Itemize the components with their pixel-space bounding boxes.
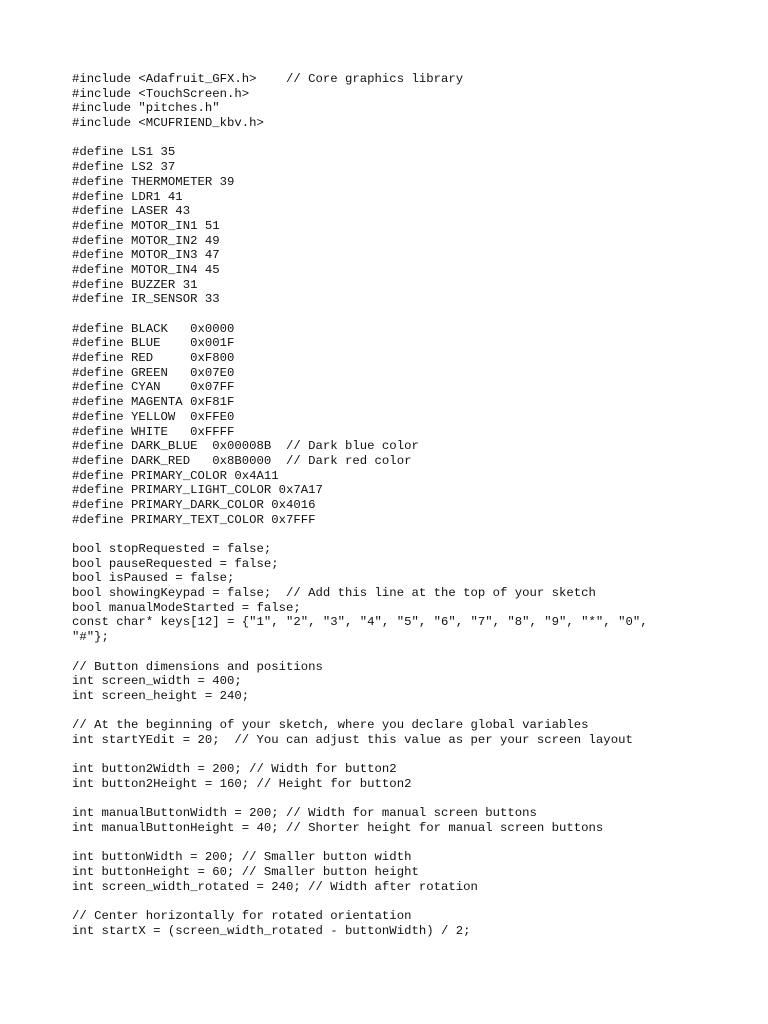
code-line: #define CYAN 0x07FF [72, 380, 235, 395]
code-line: #define LDR1 41 [72, 189, 183, 204]
code-line: #define BLACK 0x0000 [72, 321, 235, 336]
code-line: int manualButtonWidth = 200; // Width for manual screen buttons [72, 806, 537, 821]
code-line: #define MOTOR_IN1 51 [72, 218, 220, 233]
code-line: #define PRIMARY_DARK_COLOR 0x4016 [72, 497, 316, 512]
code-line [72, 704, 712, 719]
code-line: int buttonHeight = 60; // Smaller button height [72, 865, 419, 880]
code-line [72, 131, 712, 146]
code-line [72, 748, 712, 763]
code-line: #define LS1 35 [72, 145, 176, 160]
code-line [72, 527, 712, 542]
code-line: #define MOTOR_IN2 49 [72, 233, 220, 248]
code-line: #include "pitches.h" [72, 101, 220, 116]
code-line: #include <Adafruit_GFX.h> // Core graphics library [72, 72, 464, 86]
code-line: #define DARK_RED 0x8B0000 // Dark red color [72, 453, 412, 468]
code-line: bool showingKeypad = false; // Add this line at the top of your sketch [72, 586, 596, 601]
code-line: #define LS2 37 [72, 160, 176, 175]
code-line: int screen_width_rotated = 240; // Width after rotation [72, 879, 478, 894]
code-line: int screen_height = 240; [72, 688, 250, 703]
code-line: const char* keys[12] = {"1", "2", "3", "4", "5", "6", "7", "8", "9", "*", "0", [72, 615, 648, 630]
code-line: #define PRIMARY_TEXT_COLOR 0x7FFF [72, 512, 316, 527]
code-line: bool manualModeStarted = false; [72, 600, 301, 615]
code-line: #include <TouchScreen.h> [72, 86, 250, 101]
code-line: #define PRIMARY_LIGHT_COLOR 0x7A17 [72, 483, 323, 498]
code-line [72, 836, 712, 851]
code-line: #define THERMOMETER 39 [72, 174, 235, 189]
code-line: "#"}; [72, 630, 109, 645]
code-line: #define LASER 43 [72, 204, 191, 219]
code-line: #define MAGENTA 0xF81F [72, 395, 235, 410]
code-line: #define RED 0xF800 [72, 351, 235, 366]
code-line: // Center horizontally for rotated orientation [72, 909, 412, 924]
code-line: int screen_width = 400; [72, 674, 242, 689]
code-line: #define DARK_BLUE 0x00008B // Dark blue color [72, 439, 419, 454]
code-line: #define BLUE 0x001F [72, 336, 235, 351]
code-line: #define MOTOR_IN3 47 [72, 248, 220, 263]
code-line: // At the beginning of your sketch, where you declare global variables [72, 718, 589, 733]
code-line: // Button dimensions and positions [72, 659, 323, 674]
code-line [72, 645, 712, 660]
code-line: int manualButtonHeight = 40; // Shorter height for manual screen buttons [72, 821, 604, 836]
code-document [72, 72, 712, 939]
code-line: #define WHITE 0xFFFF [72, 424, 235, 439]
code-line [72, 307, 712, 322]
code-line [72, 895, 712, 910]
code-line: #include <MCUFRIEND_kbv.h> [72, 116, 264, 131]
code-line: bool stopRequested = false; [72, 542, 272, 556]
code-line: int startX = (screen_width_rotated - buttonWidth) / 2; [72, 923, 471, 938]
code-line: #define MOTOR_IN4 45 [72, 262, 220, 277]
code-line: #define PRIMARY_COLOR 0x4A11 [72, 468, 279, 483]
code-line: int button2Height = 160; // Height for button2 [72, 777, 412, 791]
code-line: #define BUZZER 31 [72, 277, 198, 292]
code-line [72, 792, 712, 807]
code-line: bool isPaused = false; [72, 571, 235, 586]
code-line: int buttonWidth = 200; // Smaller button width [72, 850, 412, 865]
code-line: #define IR_SENSOR 33 [72, 292, 220, 307]
code-line: bool pauseRequested = false; [72, 556, 279, 571]
code-line: int button2Width = 200; // Width for button2 [72, 762, 397, 777]
code-line: int startYEdit = 20; // You can adjust this value as per your screen layout [72, 732, 633, 747]
code-line: #define GREEN 0x07E0 [72, 365, 235, 380]
code-line: #define YELLOW 0xFFE0 [72, 409, 235, 424]
